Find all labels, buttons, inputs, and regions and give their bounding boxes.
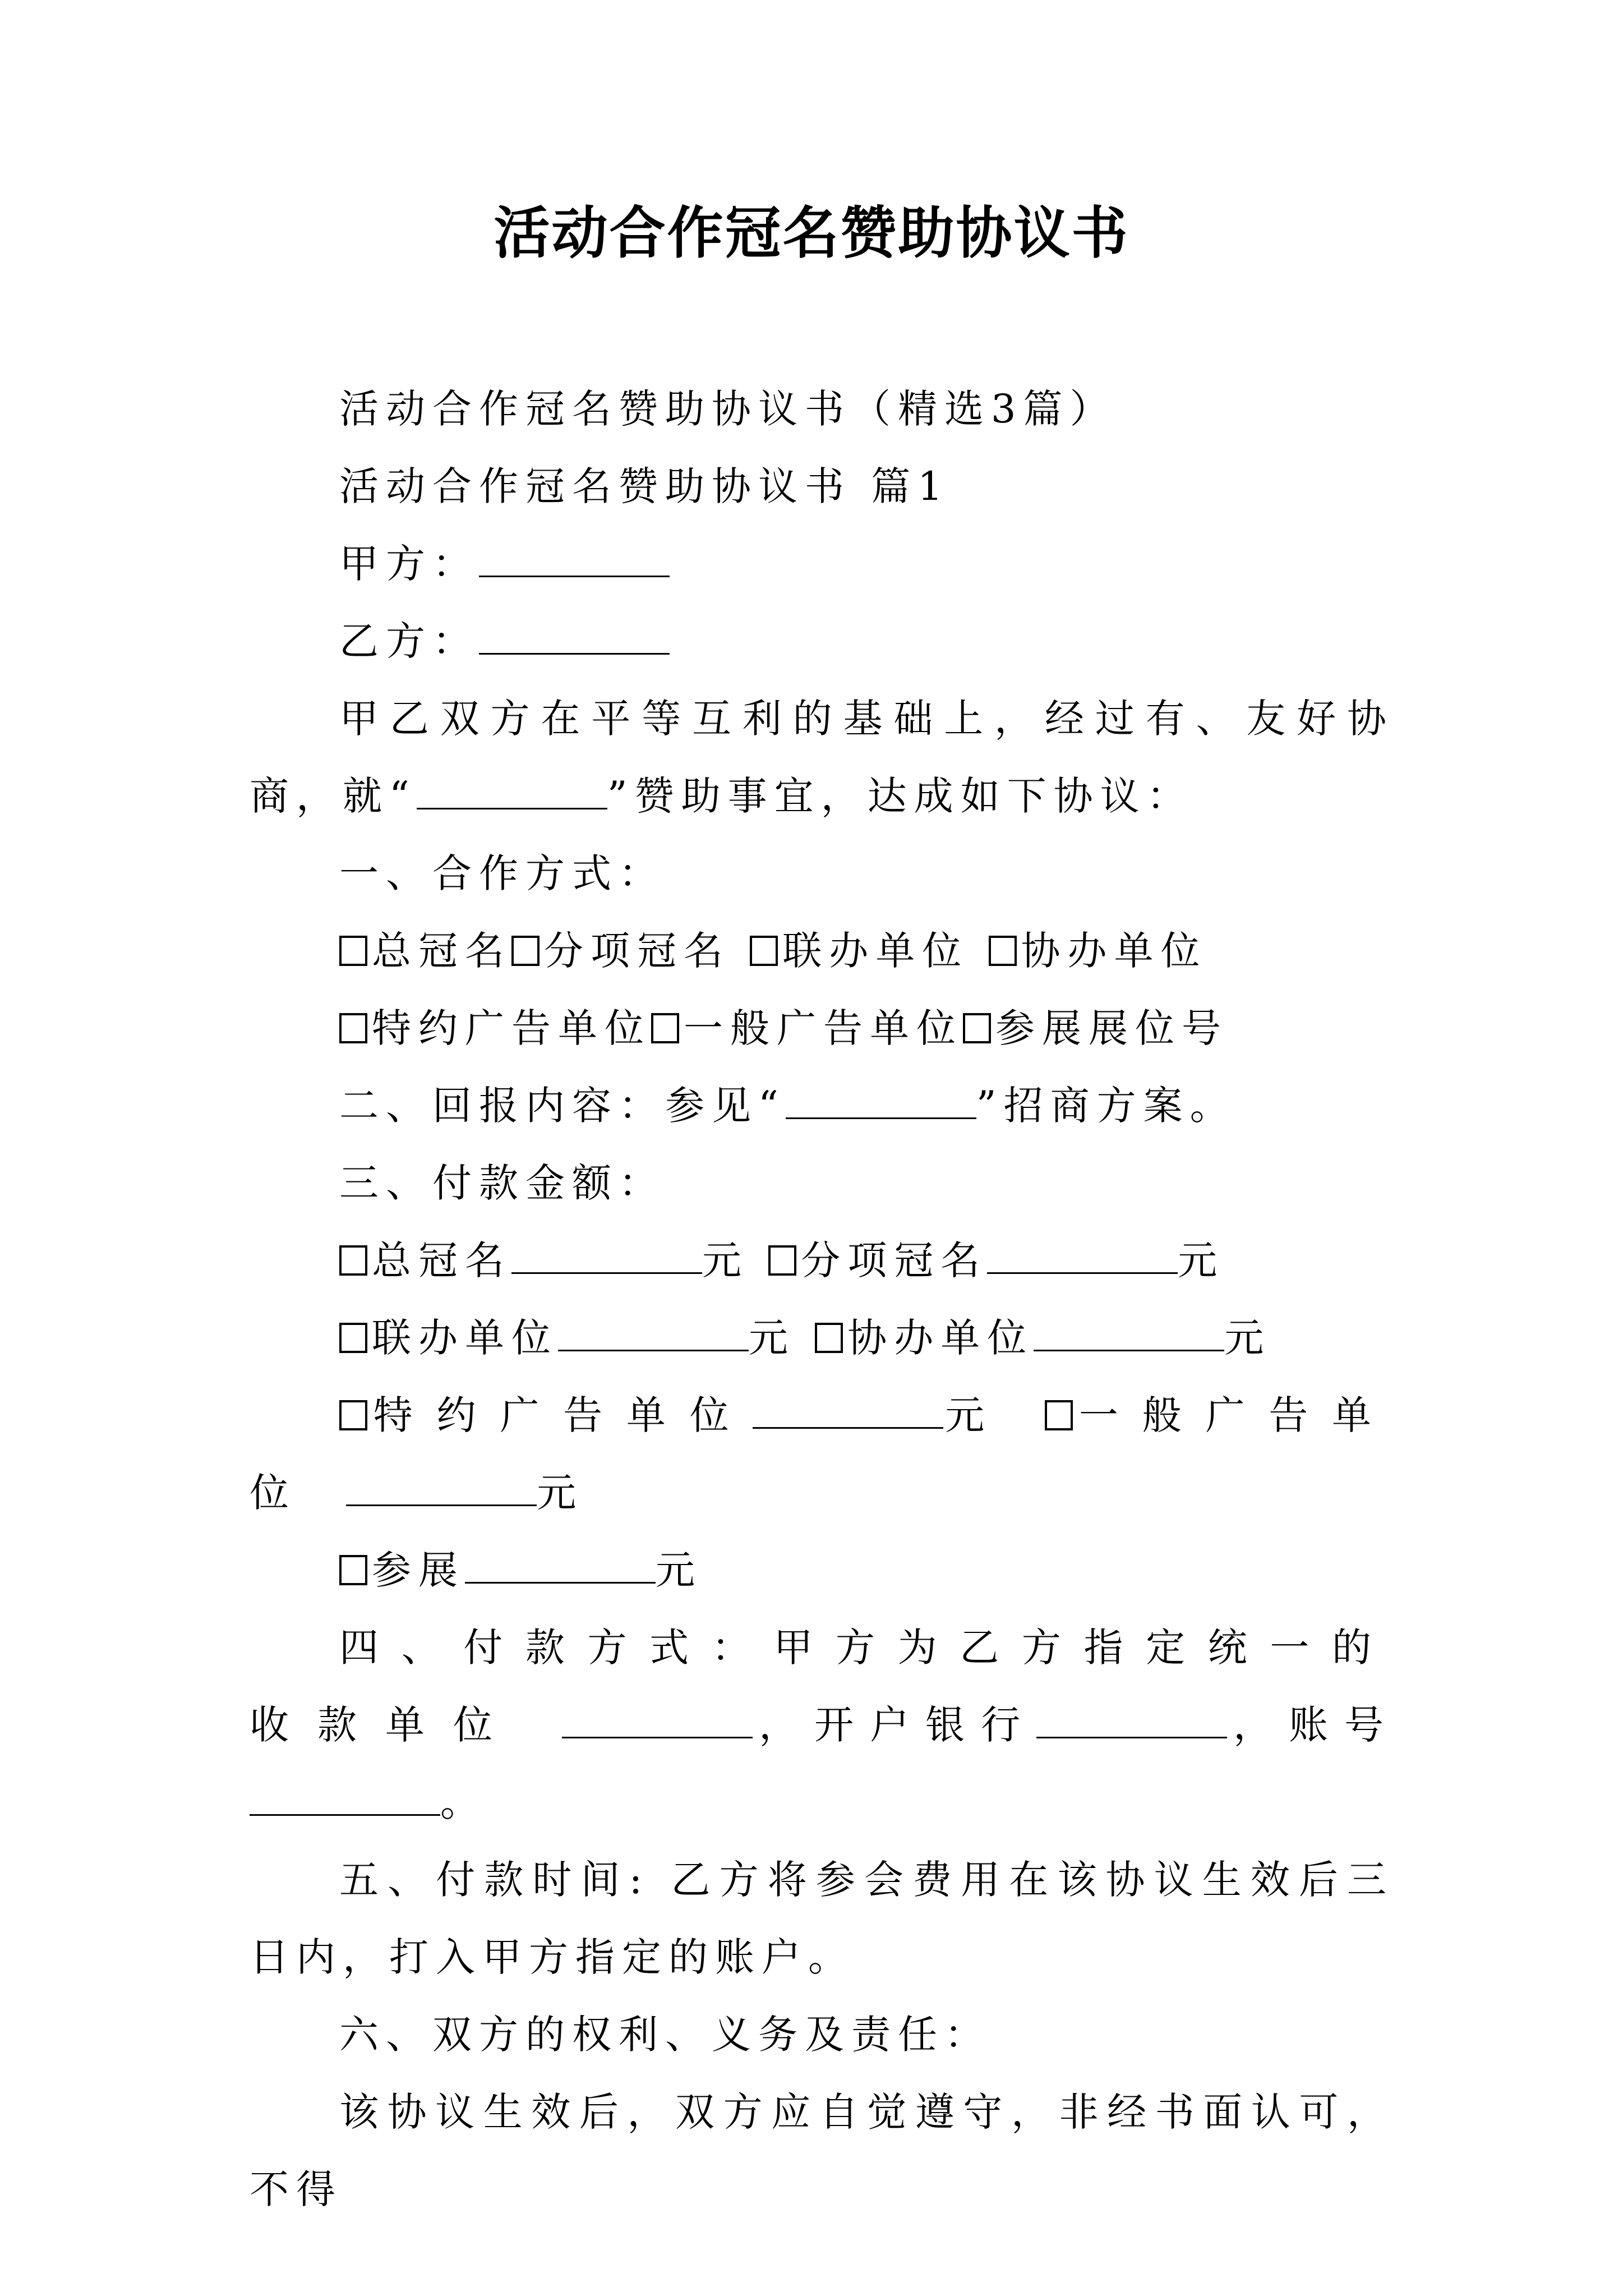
yuan-label: 元 xyxy=(656,1547,702,1593)
yuan-label: 元 xyxy=(943,1392,1009,1438)
party-b-label: 乙方： xyxy=(339,618,479,664)
option-label: 分项冠名 xyxy=(544,928,730,974)
option-label: 协办单位 xyxy=(1021,928,1207,974)
sec2-text-a: 二、回报内容：参见“ xyxy=(339,1083,786,1129)
section-heading: 活动合作冠名赞助协议书 篇1 xyxy=(339,463,950,509)
amount-row4 xyxy=(250,1531,1394,1609)
document-body xyxy=(250,370,1394,2228)
sec4-text-c: ，账号 xyxy=(1227,1702,1394,1748)
party-a-label: 甲方： xyxy=(339,541,479,587)
checkbox xyxy=(339,1323,367,1353)
sec6-body: 该协议生效后，双方应自觉遵守，非经书面认可，不得 xyxy=(250,2089,1394,2212)
sec6-heading: 六、双方的权利、义务及责任： xyxy=(339,2012,991,2058)
amount-blank xyxy=(987,1239,1178,1274)
checkbox xyxy=(511,936,540,966)
sec4-text-d: 。 xyxy=(440,1779,490,1825)
sec2-line xyxy=(250,1067,1394,1144)
checkbox xyxy=(963,1013,991,1043)
checkbox xyxy=(339,936,367,966)
party-b-blank xyxy=(479,619,670,655)
checkbox xyxy=(1045,1400,1073,1430)
sec3-heading: 三、付款金额： xyxy=(339,1160,665,1206)
checkbox xyxy=(651,1013,679,1043)
checkbox xyxy=(750,936,778,966)
amount-blank xyxy=(1034,1316,1224,1351)
sec2-text-b: ”招商方案。 xyxy=(976,1083,1237,1129)
checkbox xyxy=(339,1013,367,1043)
event-name-blank xyxy=(417,774,607,809)
amount-blank xyxy=(346,1471,537,1506)
amount-blank xyxy=(465,1548,656,1584)
cooperation-options-row2 xyxy=(250,990,1394,1067)
amount-row3 xyxy=(250,1377,1394,1531)
amount-blank xyxy=(511,1239,702,1274)
checkbox xyxy=(339,1400,367,1430)
account-blank xyxy=(250,1780,440,1816)
option-label: 一般广告单位 xyxy=(250,1392,1394,1516)
amount-blank xyxy=(558,1316,749,1351)
yuan-label: 元 xyxy=(702,1237,749,1283)
yuan-label: 元 xyxy=(749,1315,795,1361)
intro-text-a: 甲乙双方在平等互利的基础上，经过有、友好协商，就“ xyxy=(250,696,1394,819)
checkbox xyxy=(768,1245,796,1276)
sec1-heading: 一、合作方式： xyxy=(339,850,665,896)
bank-blank xyxy=(1036,1703,1227,1738)
intro-paragraph xyxy=(250,680,1394,835)
intro-text-b: ”赞助事宜，达成如下协议： xyxy=(607,773,1193,819)
option-label: 参展 xyxy=(372,1547,465,1593)
amount-row1 xyxy=(250,1222,1394,1299)
option-label: 总冠名 xyxy=(372,928,511,974)
party-a-line xyxy=(250,525,1394,602)
yuan-label: 元 xyxy=(537,1470,599,1516)
option-label: 联办单位 xyxy=(372,1315,558,1361)
option-label: 一般广告单位 xyxy=(684,1005,963,1051)
checkbox xyxy=(815,1323,843,1353)
yuan-label: 元 xyxy=(1224,1315,1271,1361)
option-label: 联办单位 xyxy=(782,928,969,974)
option-label: 分项冠名 xyxy=(801,1237,988,1283)
checkbox xyxy=(339,1555,367,1585)
sec4-text-b: ，开户银行 xyxy=(753,1702,1037,1748)
checkbox xyxy=(989,936,1017,966)
payee-blank xyxy=(562,1703,753,1738)
yuan-label: 元 xyxy=(1178,1237,1225,1283)
option-label: 特约广告单位 xyxy=(372,1005,651,1051)
option-label: 特约广告单位 xyxy=(372,1392,753,1438)
cooperation-options-row1 xyxy=(250,912,1394,990)
party-b-line xyxy=(250,602,1394,680)
checkbox xyxy=(339,1245,367,1276)
option-label: 参展展位号 xyxy=(995,1005,1228,1051)
sec4-text-a: 四、付款方式：甲方为乙方指定统一的收款单位 xyxy=(250,1625,1394,1748)
sec4-paragraph xyxy=(250,1609,1394,1841)
document-title: 活动合作冠名赞助协议书 xyxy=(494,200,1129,266)
sec5-paragraph: 五、付款时间: 乙方将参会费用在该协议生效后三日内，打入甲方指定的账户。 xyxy=(250,1857,1394,1980)
option-label: 协办单位 xyxy=(847,1315,1034,1361)
amount-blank xyxy=(753,1393,943,1429)
amount-row2 xyxy=(250,1299,1394,1377)
party-a-blank xyxy=(479,542,670,577)
plan-name-blank xyxy=(786,1084,976,1119)
option-label: 总冠名 xyxy=(372,1237,511,1283)
subtitle: 活动合作冠名赞助协议书（精选3篇） xyxy=(339,386,1117,432)
